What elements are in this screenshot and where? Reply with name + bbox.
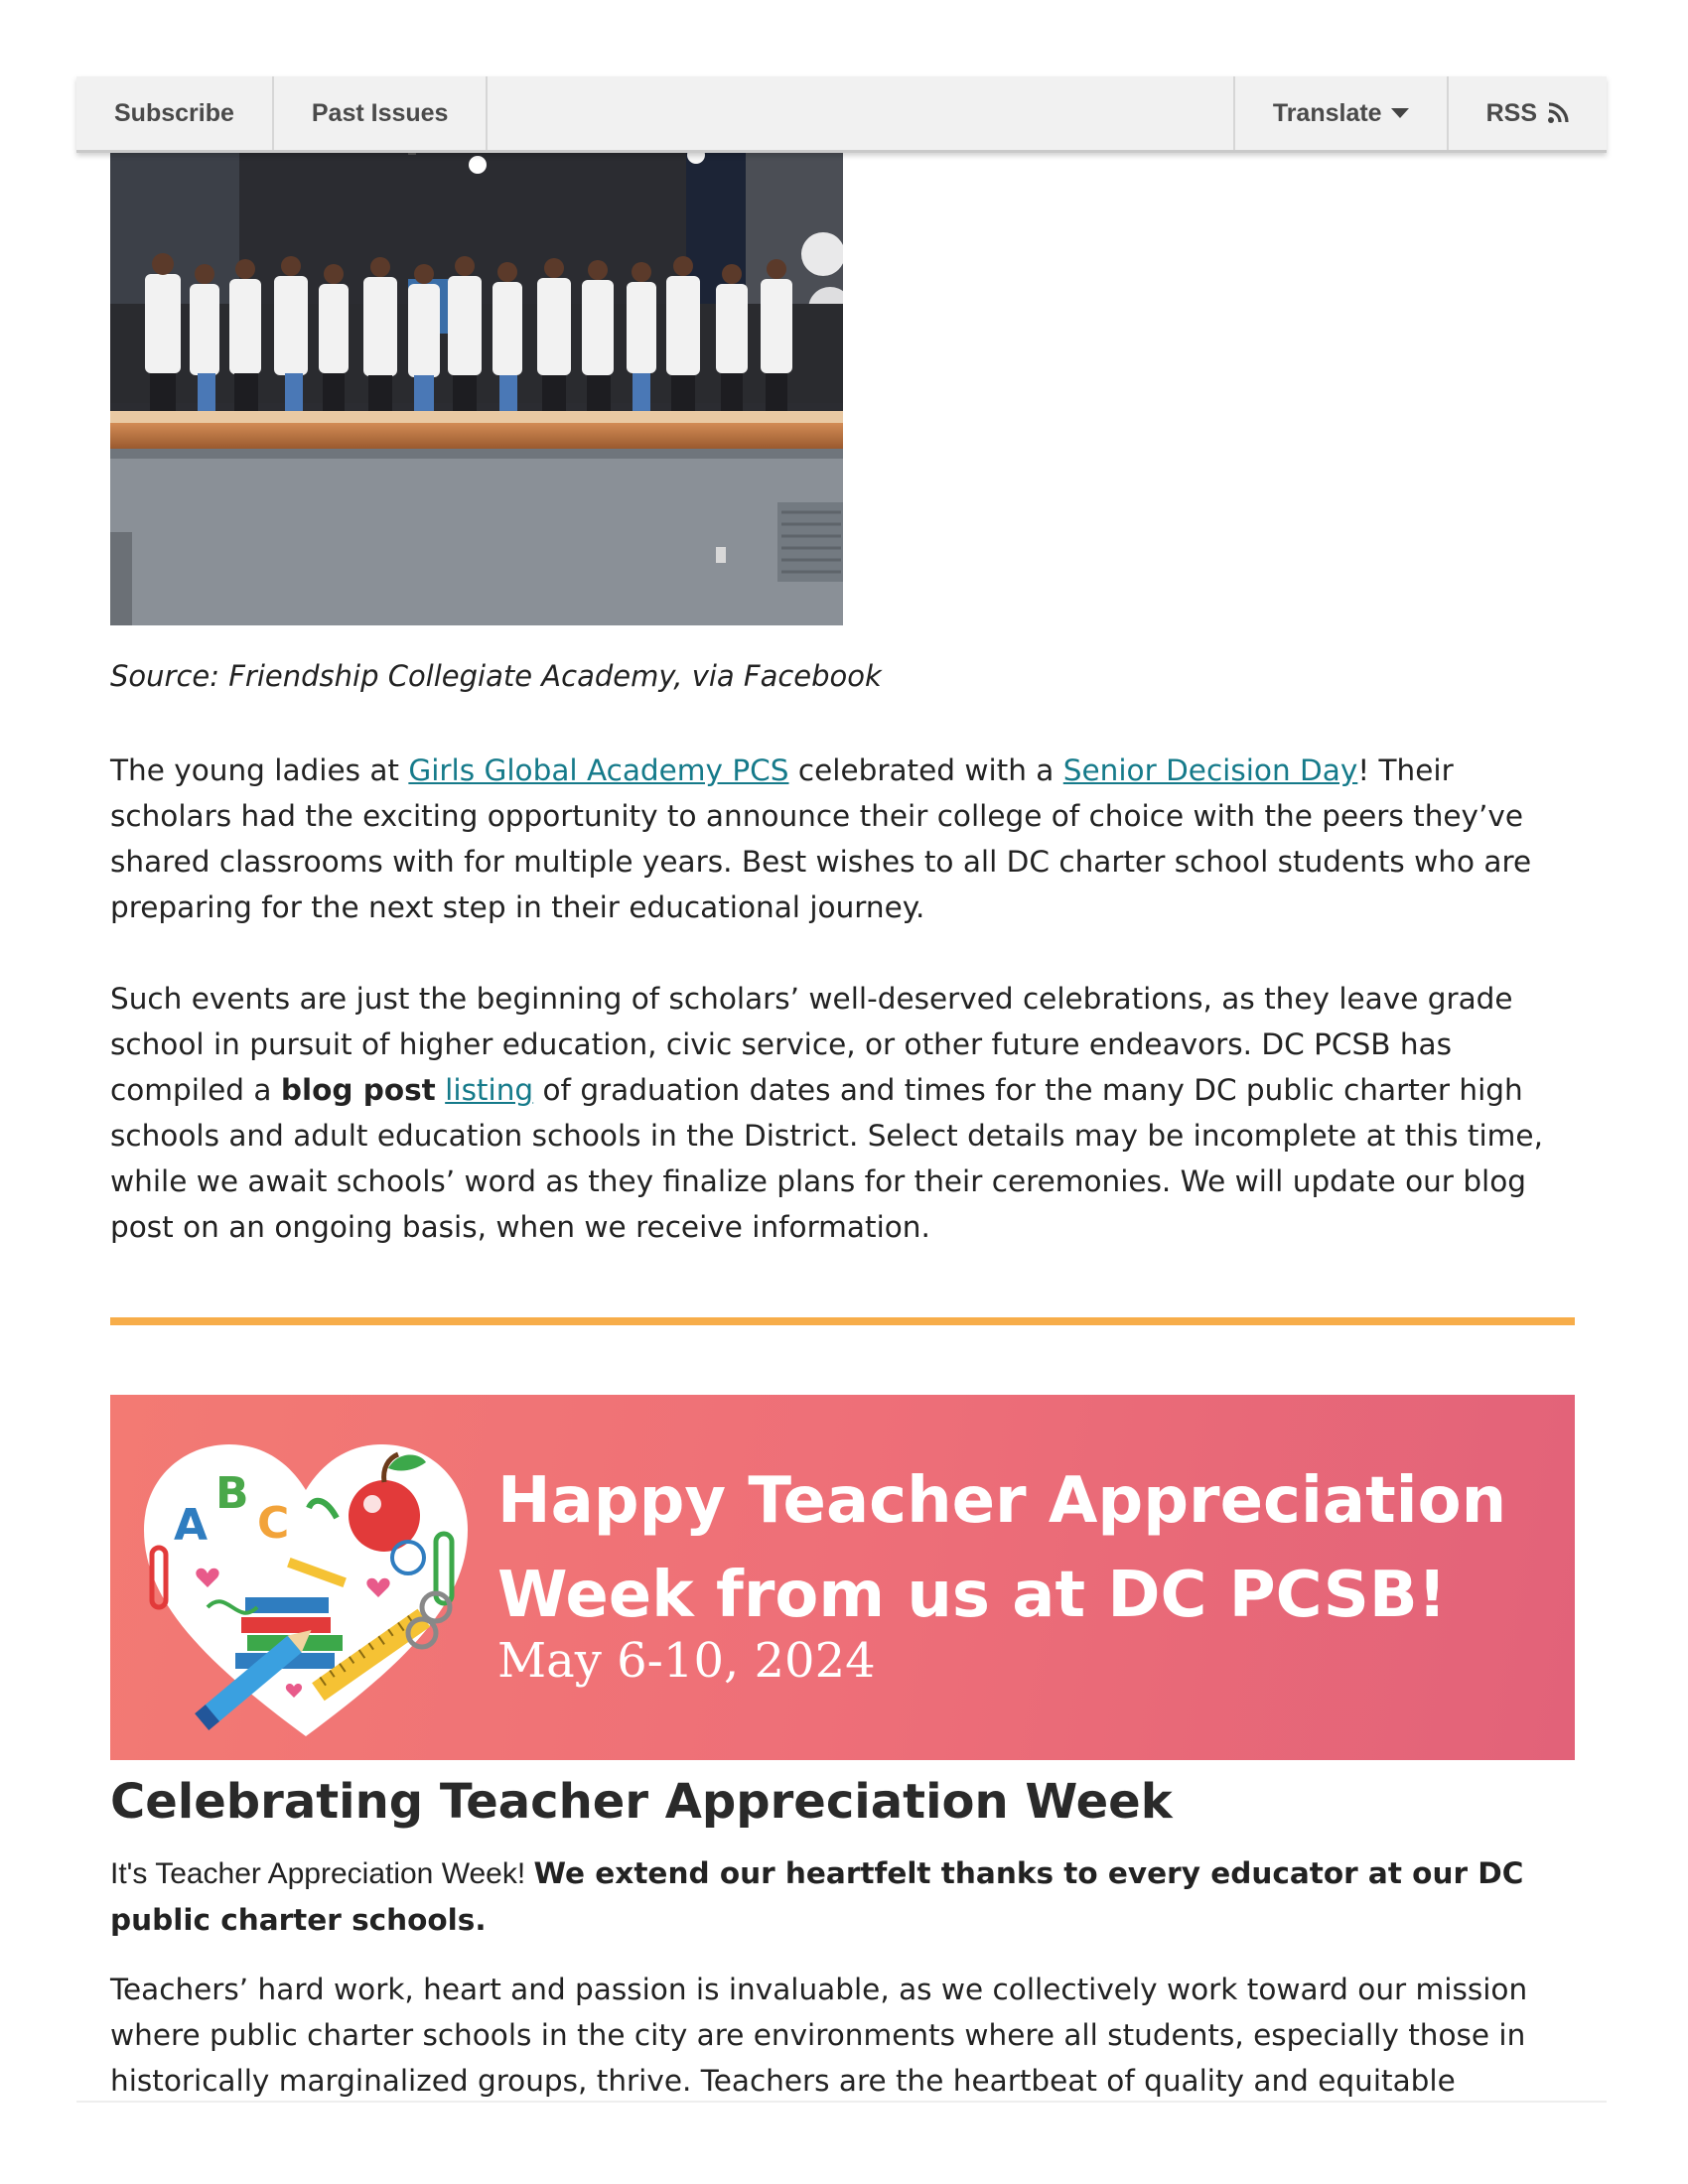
para1-text-2: celebrated with a	[788, 753, 1063, 787]
listing-link[interactable]: listing	[445, 1073, 534, 1107]
translate-dropdown[interactable]	[1233, 76, 1447, 150]
graduation-photo-illustration	[110, 95, 843, 625]
photo-caption: Source: Friendship Collegiate Academy, via Facebook	[110, 659, 882, 693]
heart-letter-b: B	[215, 1468, 249, 1519]
banner-headline-line-1: Happy Teacher Appreciation	[497, 1464, 1507, 1538]
school-supplies-heart-icon	[138, 1438, 474, 1742]
graduation-photo	[110, 95, 843, 625]
subscribe-link[interactable]	[76, 76, 274, 150]
translate-label: Translate	[1272, 98, 1382, 127]
banner-headline-line-2: Week from us at DC PCSB!	[497, 1559, 1447, 1632]
intro-light-text: It's Teacher Appreciation Week!	[110, 1857, 534, 1890]
top-nav-bar	[76, 76, 1607, 153]
past-issues-link[interactable]	[274, 76, 489, 150]
para2-text-3: of graduation dates and times for the many DC public charter high schools and adult education schools in the District. Select details may be incomplete at this time, while we await schools’ word as they finalize plans for their ceremonies. We will update our blog post on an ongoing basis, when we receive information.	[110, 1073, 1543, 1244]
rss-link[interactable]	[1447, 76, 1607, 150]
graduation-listing-paragraph	[110, 976, 1580, 1250]
banner-headline	[497, 1454, 1570, 1643]
teacher-appreciation-banner	[110, 1395, 1575, 1760]
nav-spacer	[488, 76, 1232, 150]
section-title: Celebrating Teacher Appreciation Week	[110, 1774, 1173, 1830]
past-issues-label: Past Issues	[311, 98, 449, 127]
page-bottom-rule	[76, 2101, 1607, 2103]
blog-post-bold: blog post	[280, 1073, 436, 1107]
intro-bold-text: We extend our heartfelt thanks to every educator at our DC public charter schools.	[110, 1856, 1524, 1937]
section-divider	[110, 1317, 1575, 1325]
heart-letter-a: A	[174, 1500, 209, 1551]
senior-decision-day-link[interactable]: Senior Decision Day	[1062, 753, 1358, 787]
rss-label: RSS	[1485, 98, 1537, 127]
para2-text-2	[436, 1073, 445, 1107]
banner-date: May 6-10, 2024	[497, 1633, 876, 1689]
heart-letter-c: C	[257, 1498, 290, 1549]
section-intro	[110, 1850, 1580, 1943]
rss-icon	[1547, 102, 1569, 124]
subscribe-label: Subscribe	[114, 98, 234, 127]
girls-global-academy-link[interactable]: Girls Global Academy PCS	[408, 753, 789, 787]
senior-decision-paragraph	[110, 748, 1580, 930]
section-body: Teachers’ hard work, heart and passion is invaluable, as we collectively work toward our mission where public charter schools in the city are environments where all students, especially those in historically marginalized groups, thrive. Teachers are the heartbeat of quality and equitable	[110, 1973, 1528, 2098]
caret-down-icon	[1391, 108, 1409, 118]
para1-text-1: The young ladies at	[110, 753, 409, 787]
para1-text-3: ! Their scholars had the exciting opportunity to announce their college of choice with the peers they’ve shared classrooms with for multiple years. Best wishes to all DC charter school students who are preparing for the next step in their educational journey.	[110, 753, 1532, 924]
para2-text-1: Such events are just the beginning of scholars’ well-deserved celebrations, as they leave grade school in pursuit of higher education, civic service, or other future endeavors. DC PCSB has compiled a	[110, 982, 1513, 1107]
